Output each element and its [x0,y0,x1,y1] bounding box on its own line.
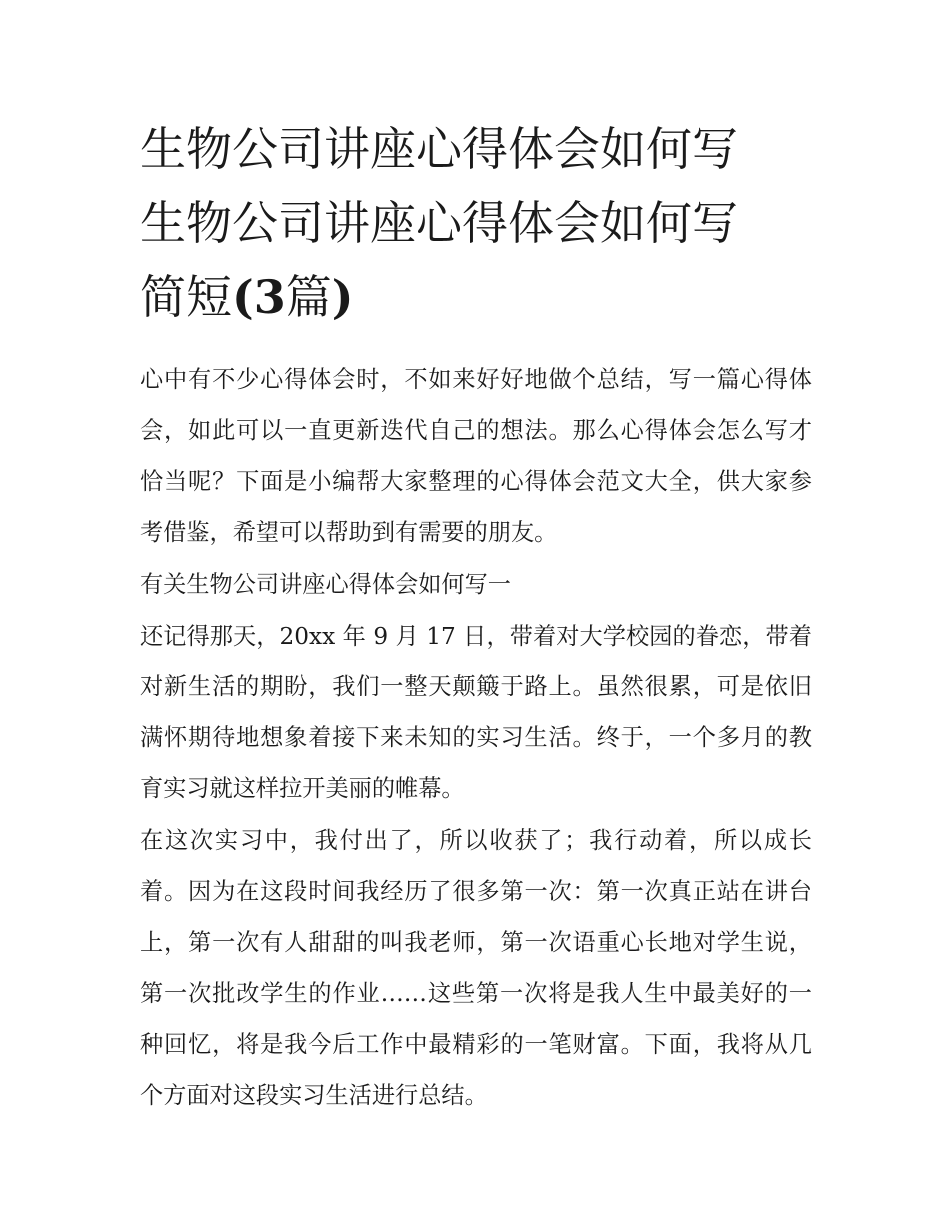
title-line-1: 生物公司讲座心得体会如何写 [140,122,738,176]
title-line-3-close: ) [331,270,354,324]
title-line-3 [140,260,812,334]
title-line-3-prefix: 简短 [140,270,232,324]
title-line-2: 生物公司讲座心得体会如何写 [140,196,738,250]
document-body [140,355,812,1122]
document-title [140,112,812,334]
body-paragraph: 还记得那天，20xx 年 9 月 17 日，带着对大学校园的眷恋，带着对新生活的期盼，我们一整天颠簸于路上。虽然很累，可是依旧满怀期待地想象着接下来未知的实习生活。终于，一个多月的教育实习就这样拉开美丽的帷幕。 [140,622,812,803]
document-page [140,112,812,1123]
section-heading: 有关生物公司讲座心得体会如何写一 [140,570,511,598]
body-paragraph: 在这次实习中，我付出了，所以收获了；我行动着，所以成长着。因为在这段时间我经历了很多第一次：第一次真正站在讲台上，第一次有人甜甜的叫我老师，第一次语重心长地对学生说，第一次批改学生的作业……这些第一次将是我人生中最美好的一种回忆，将是我今后工作中最精彩的一笔财富。下面，我将从几个方面对这段实习生活进行总结。 [140,827,812,1109]
intro-paragraph: 心中有不少心得体会时，不如来好好地做个总结，写一篇心得体会，如此可以一直更新迭代自己的想法。那么心得体会怎么写才恰当呢？下面是小编帮大家整理的心得体会范文大全，供大家参考借鉴，希望可以帮助到有需要的朋友。 [140,366,812,546]
title-line-3-suffix: 篇 [285,270,332,324]
title-line-3-count: (3 [232,270,286,324]
